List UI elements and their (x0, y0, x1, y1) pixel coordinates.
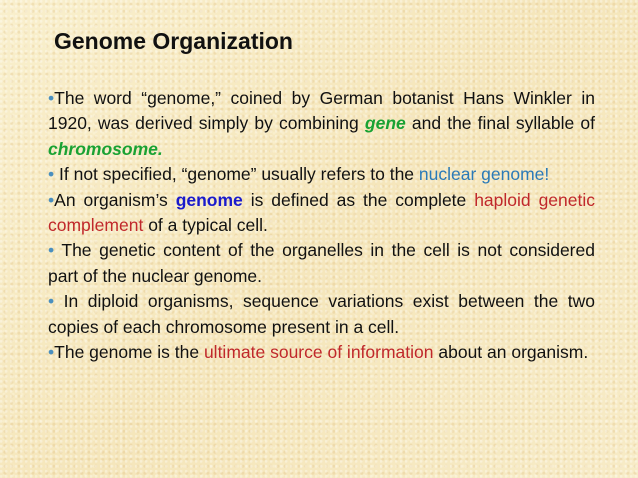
highlight-gene: gene (364, 113, 406, 134)
paragraph-text: about an organism. (433, 342, 589, 363)
paragraph-diploid (48, 289, 595, 340)
highlight-ultimate-source: ultimate source of information (203, 342, 434, 363)
paragraph-text: In diploid organisms, sequence variations exist between the two copies of each chromosome present in a cell. (48, 291, 595, 337)
bullet-icon: • (48, 88, 55, 108)
paragraph-text: of a typical cell. (143, 215, 268, 236)
bullet-icon: • (48, 189, 55, 210)
highlight-genome: genome (175, 189, 243, 210)
paragraph-nuclear-genome (48, 162, 595, 187)
paragraph-text: An organism’s (54, 189, 176, 210)
bullet-icon: • (48, 164, 59, 185)
bullet-icon: • (48, 240, 62, 261)
paragraph-organelles (48, 238, 595, 289)
bullet-icon: • (48, 342, 55, 363)
paragraph-genome-definition (48, 188, 595, 239)
paragraph-text: The genetic content of the organelles in the cell is not considered part of the nuclear genome. (48, 240, 595, 286)
slide-title: Genome Organization (54, 28, 293, 54)
paragraph-information-source (48, 340, 595, 365)
paragraph-genome-origin (48, 86, 595, 162)
highlight-nuclear-genome: nuclear genome! (418, 164, 550, 185)
highlight-chromosome: chromosome. (48, 138, 163, 159)
paragraph-text: If not specified, “genome” usually refers to the (59, 164, 419, 185)
paragraph-text: The word “genome,” coined by German botanist Hans Winkler in 1920, was derived simply by combining (48, 88, 595, 134)
paragraph-text: The genome is the (54, 342, 204, 363)
slide-body (48, 86, 595, 365)
highlight-haploid-complement: haploid genetic complement (48, 189, 595, 236)
paragraph-text: and the final syllable of (405, 113, 595, 134)
paragraph-text: is defined as the complete (242, 189, 475, 210)
bullet-icon: • (48, 291, 64, 312)
